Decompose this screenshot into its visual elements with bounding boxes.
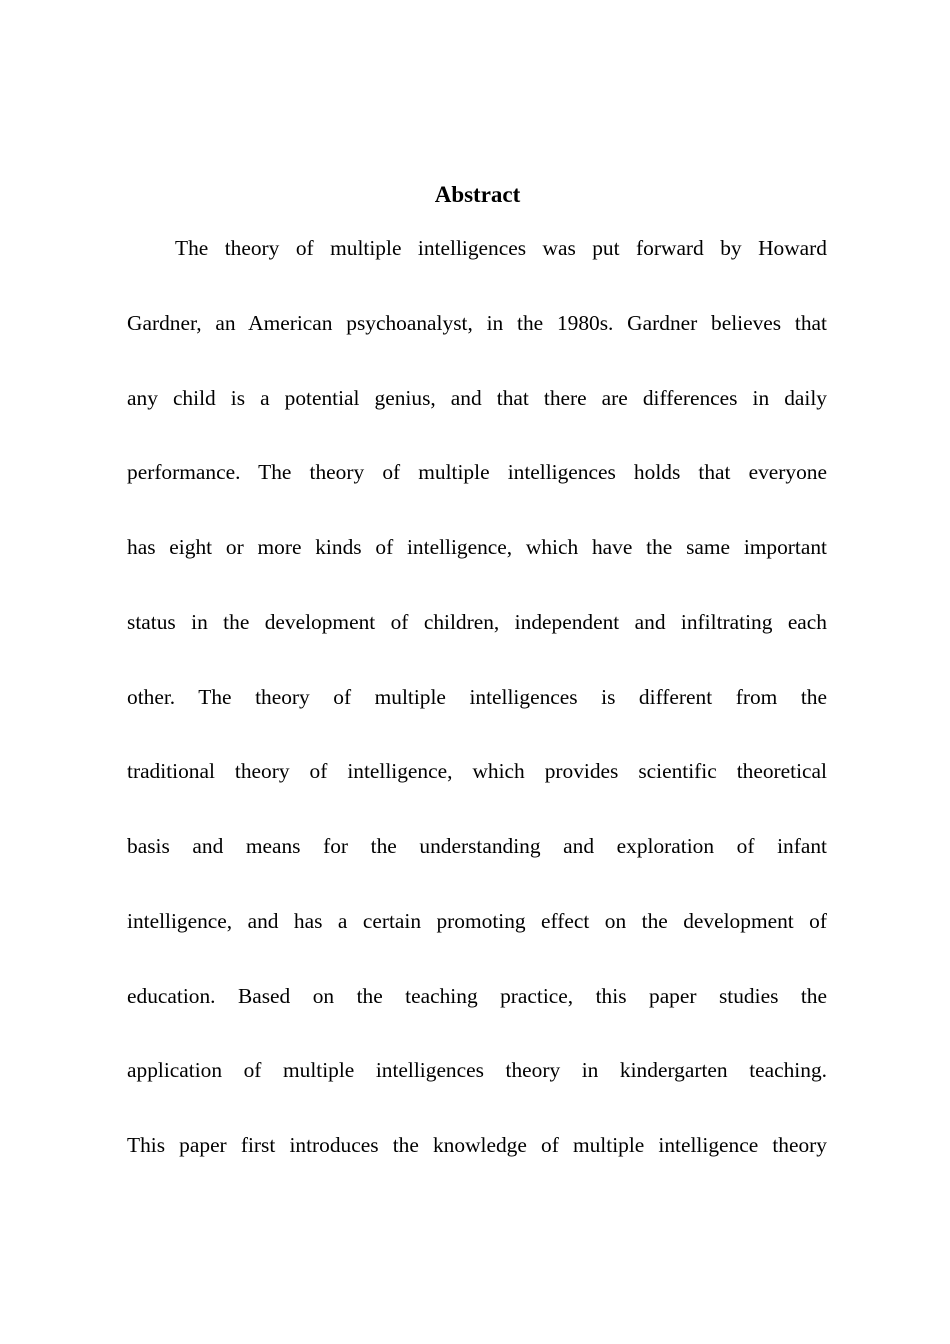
text-line: performance. The theory of multiple intelligences holds that everyone xyxy=(127,460,827,485)
text-line: This paper first introduces the knowledge of multiple intelligence theory xyxy=(127,1133,827,1157)
text-line: Gardner, an American psychoanalyst, in the 1980s. Gardner believes that xyxy=(127,310,827,335)
text-line: education. Based on the teaching practice, this paper studies the xyxy=(127,983,827,1008)
text-line: The theory of multiple intelligences was put forward by Howard xyxy=(175,236,827,260)
text-line: other. The theory of multiple intelligences is different from the xyxy=(127,684,827,709)
text-line: traditional theory of intelligence, which provides scientific theoretical xyxy=(127,759,827,784)
text-line: status in the development of children, independent and infiltrating each xyxy=(127,609,827,634)
text-line: has eight or more kinds of intelligence, which have the same important xyxy=(127,535,827,559)
text-line: basis and means for the understanding and exploration of infant xyxy=(127,834,827,858)
text-line: intelligence, and has a certain promoting effect on the development of xyxy=(127,908,827,933)
text-line: application of multiple intelligences theory in kindergarten teaching. xyxy=(127,1058,827,1083)
abstract-heading: Abstract xyxy=(434,182,521,207)
text-line: any child is a potential genius, and that there are differences in daily xyxy=(127,385,827,410)
abstract-body xyxy=(127,235,827,1207)
